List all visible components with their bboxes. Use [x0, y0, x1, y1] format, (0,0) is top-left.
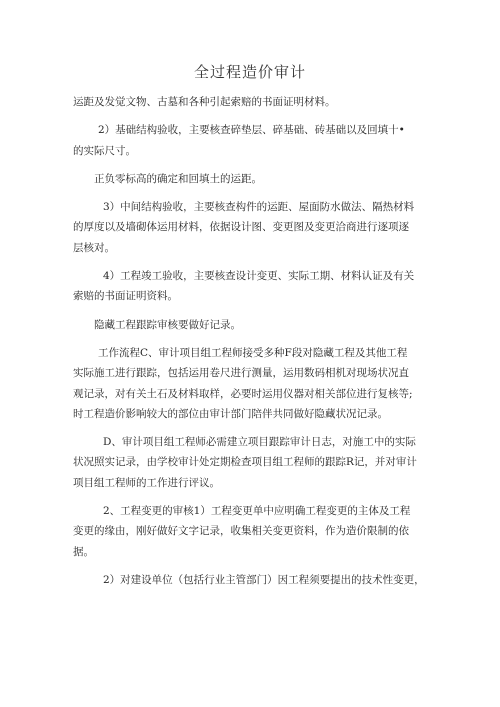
paragraph-line: 观记录，对有关土石及材料取样，必要时运用仪器对相关部位进行复核等;: [73, 387, 413, 400]
paragraph-line: 变更的缘由，刚好做好文字记录，收集相关变更资料，作为造价限制的依: [73, 525, 409, 538]
paragraph-line: 的厚度以及墙砌体运用材料，依据设计图、变更图及变更洽商进行逐项逐: [73, 221, 409, 234]
paragraph-line: D、审计项目组工程师必需建立项目跟踪审计日志，对施工中的实际: [103, 436, 416, 449]
paragraph-line: 2、工程变更的审核1）工程变更单中应明确工程变更的主体及工程: [103, 505, 411, 518]
paragraph-line: 项目组工程师的工作进行评议。: [73, 476, 220, 489]
paragraph-line: 层核对。: [73, 241, 115, 254]
paragraph-line: 正负零标高的确定和回填土的运距。: [94, 172, 262, 185]
paragraph-line: 时工程造价影响较大的部位由审计部门陪伴共同做好隐藏状况记录。: [73, 407, 388, 420]
document-body: [73, 92, 433, 590]
paragraph-line: 隐藏工程跟踪审核要做好记录。: [94, 318, 241, 331]
paragraph-line: 2）基础结构验收，主要核查碎垫层、碎基础、砖基础以及回填十•: [98, 124, 405, 137]
paragraph-line: 2）对建设单位（包括行业主管部门）因工程须要提出的技术性变更，: [103, 573, 425, 586]
paragraph-line: 工作流程C、审计项目组工程师接受多种F段对隐藏工程及其他工程: [98, 346, 408, 359]
document-title: 全过程造价审计: [193, 63, 306, 81]
paragraph-line: 运距及发觉文物、古墓和各种引起索赔的书面证明材料。: [73, 96, 336, 108]
paragraph-line: 3）中间结构验收，主要核查构件的运距、屋面防水做法、隔热材料: [103, 201, 415, 214]
paragraph-line: 索赔的书面证明资料。: [73, 290, 178, 303]
paragraph-line: 4）工程竣工验收，主要核查设计变更、实际工期、材料认证及有关: [103, 270, 415, 283]
paragraph-line: 实际施工进行跟踪，包括运用卷尺进行测量，运用数码相机对现场状况直: [73, 367, 409, 380]
paragraph-line: 的实际尺寸。: [73, 144, 136, 157]
paragraph-line: 状况照实记录，由学校审计处定期检查项目组工程师的跟踪R记，并对审计: [73, 456, 417, 469]
paragraph-line: 据。: [73, 545, 94, 558]
